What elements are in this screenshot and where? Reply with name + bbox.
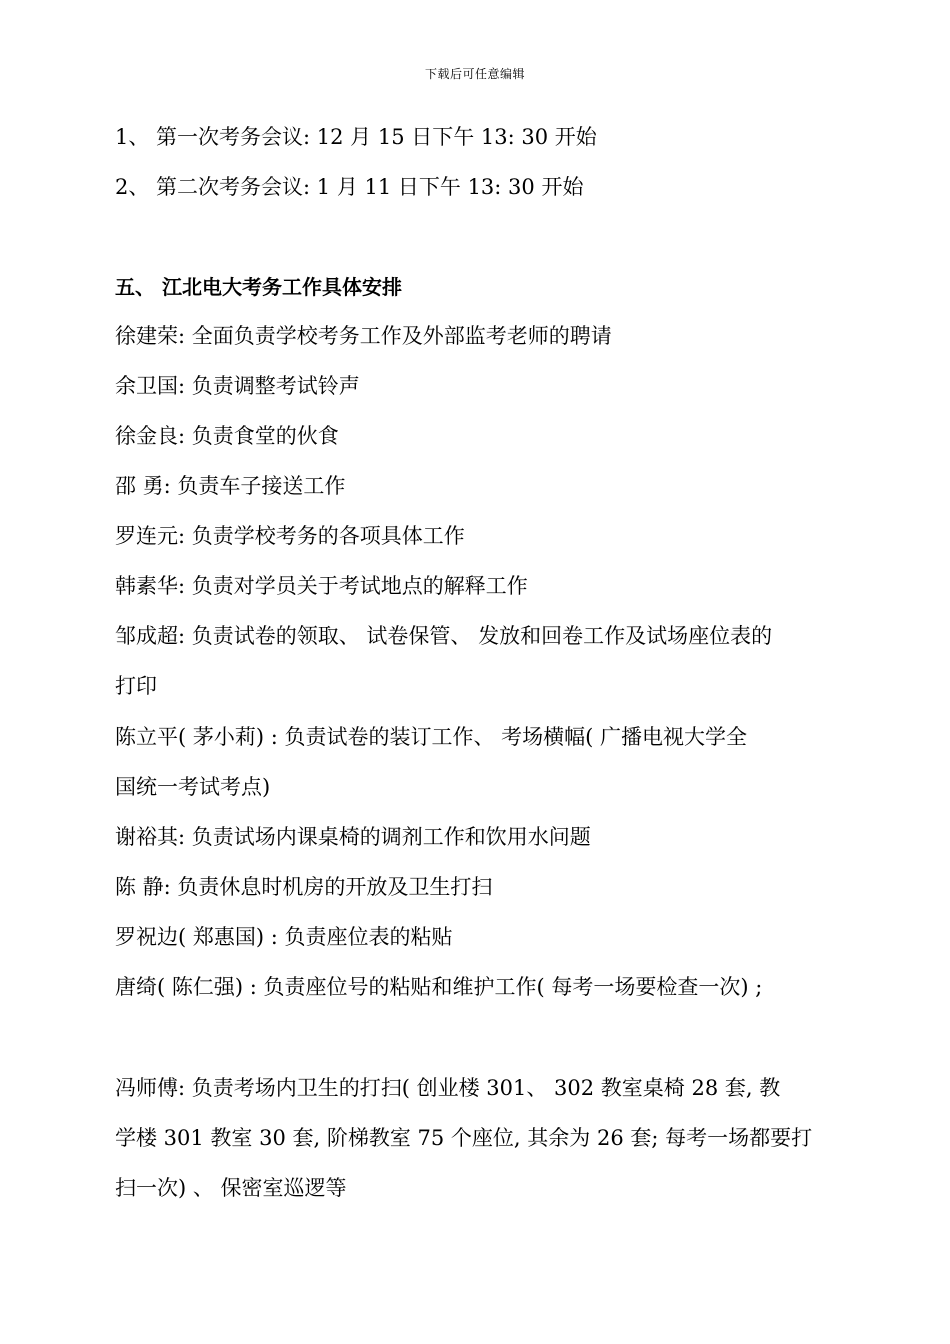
assignment-line: 余卫国: 负责调整考试铃声 <box>115 374 360 398</box>
assignment-line: 打印 <box>115 674 157 698</box>
assignment-line: 徐建荣: 全面负责学校考务工作及外部监考老师的聘请 <box>115 324 612 348</box>
assignment-line: 邵 勇: 负责车子接送工作 <box>115 474 346 498</box>
section-heading: 五、 江北电大考务工作具体安排 <box>115 275 402 299</box>
header-note: 下载后可任意编辑 <box>424 67 525 81</box>
assignment-line: 扫一次) 、 保密室巡逻等 <box>115 1176 347 1200</box>
assignment-line: 唐绮( 陈仁强) : 负责座位号的粘贴和维护工作( 每考一场要检查一次) ; <box>115 975 763 999</box>
assignment-line: 韩素华: 负责对学员关于考试地点的解释工作 <box>115 574 528 598</box>
assignment-line: 罗连元: 负责学校考务的各项具体工作 <box>115 524 465 548</box>
assignment-line: 陈立平( 茅小莉) : 负责试卷的装订工作、 考场横幅( 广播电视大学全 <box>115 725 748 749</box>
assignment-line: 徐金良: 负责食堂的伙食 <box>115 424 339 448</box>
assignment-line: 学楼 301 教室 30 套, 阶梯教室 75 个座位, 其余为 26 套; 每考一场都要打 <box>115 1126 813 1150</box>
assignment-line: 冯师傅: 负责考场内卫生的打扫( 创业楼 301、 302 教室桌椅 28 套, 教 <box>115 1076 781 1100</box>
assignment-line: 陈 静: 负责休息时机房的开放及卫生打扫 <box>115 875 493 899</box>
assignment-line: 邹成超: 负责试卷的领取、 试卷保管、 发放和回卷工作及试场座位表的 <box>115 624 773 648</box>
assignment-line: 罗祝边( 郑惠国) : 负责座位表的粘贴 <box>115 925 453 949</box>
assignment-line: 国统一考试考点) <box>115 775 271 799</box>
meeting-line-2: 2、 第二次考务会议: 1 月 11 日下午 13: 30 开始 <box>115 175 584 199</box>
assignment-line: 谢裕其: 负责试场内课桌椅的调剂工作和饮用水问题 <box>115 825 591 849</box>
meeting-line-1: 1、 第一次考务会议: 12 月 15 日下午 13: 30 开始 <box>115 125 597 149</box>
